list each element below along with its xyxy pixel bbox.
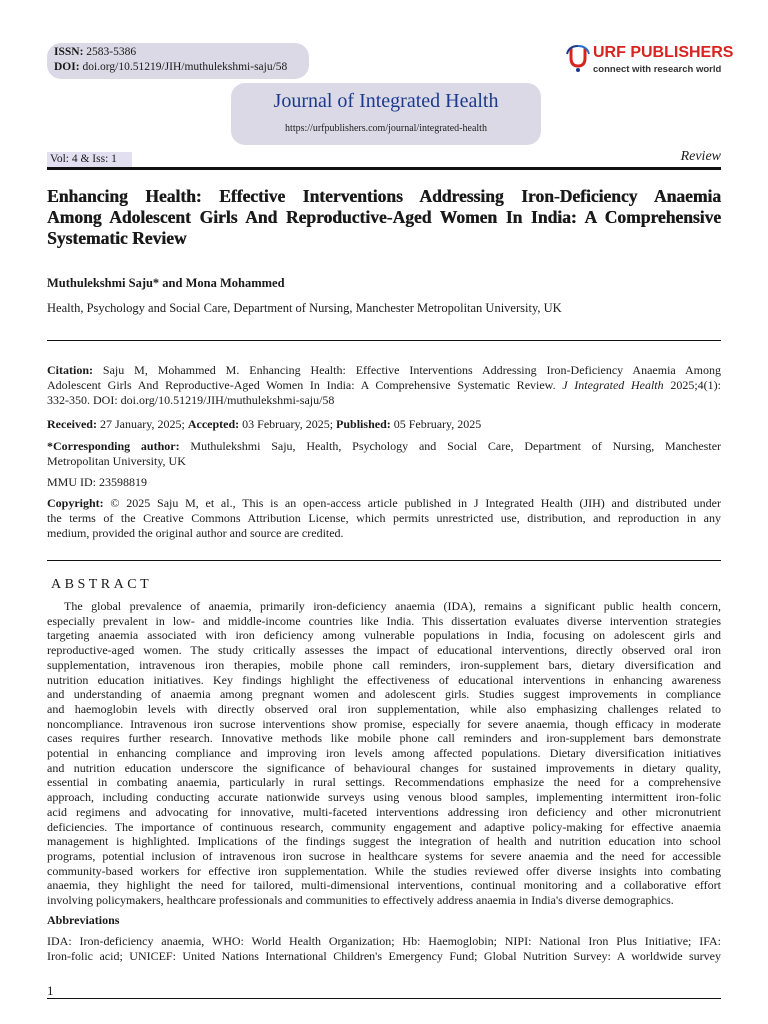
abstract-line: noncompliance. Intravenous iron sucrose interventions show promise, especially for severe anaemia, though efficacy in moderate: [47, 716, 721, 731]
citation-text: Saju M, Mohammed M. Enhancing Health: Effective Interventions Addressing Iron-Deficiency Anaemia Among: [102, 363, 721, 377]
corresponding-line: [47, 439, 721, 454]
doi-label: DOI:: [54, 61, 80, 73]
footer-divider: [47, 998, 721, 999]
citation-line: 332-350. DOI: doi.org/10.51219/JIH/muthulekshmi-saju/58: [47, 393, 335, 407]
article-title: [47, 186, 721, 249]
doi-value[interactable]: doi.org/10.51219/JIH/muthulekshmi-saju/58: [82, 61, 288, 73]
copyright-line: medium, provided the original author and source are credited.: [47, 526, 344, 540]
issn-label: ISSN:: [54, 46, 84, 58]
abstract-line: essential in combating anaemia, particularly in rural settings. Recommendations emphasize the need for a comprehensive: [47, 775, 721, 790]
journal-url[interactable]: https://urfpublishers.com/journal/integrated-health: [285, 123, 487, 134]
accepted-label: Accepted:: [187, 417, 240, 431]
citation-block: [47, 363, 721, 408]
title-line: Among Adolescent Girls And Reproductive-Aged Women In India: A Comprehensive: [47, 207, 721, 227]
dates-line: [47, 417, 721, 432]
affiliation: Health, Psychology and Social Care, Department of Nursing, Manchester Metropolitan University, UK: [47, 301, 562, 315]
abbreviations-heading: Abbreviations: [47, 913, 120, 927]
journal-title: Journal of Integrated Health: [273, 90, 499, 112]
abstract-line: approach, including conducting accurate nationwide surveys using venous blood samples, implementing intermittent iron-folic: [47, 790, 721, 805]
publisher-tagline: connect with research world: [593, 64, 722, 75]
dates-block: [47, 417, 721, 432]
abstract-body: [47, 599, 721, 908]
abstract-line: reproductive-aged women. The study critically assesses the impact of educational interventions, directly observed oral iron: [47, 643, 721, 658]
abstract-line: and haemoglobin levels with directly observed oral iron supplementation, while also emphasizing challenges related to: [47, 701, 721, 716]
corresponding-line: Metropolitan University, UK: [47, 454, 186, 468]
copyright-block: [47, 496, 721, 541]
corresponding-label: *Corresponding author:: [47, 439, 180, 453]
copyright-text: © 2025 Saju M, et al., This is an open-access article published in J Integrated Health (JIH) and distributed under: [103, 496, 721, 510]
published-label: Published:: [336, 417, 391, 431]
abstract-line: and understanding of anaemia among pregnant women and adolescent girls. Studies suggest improvements in compliance: [47, 687, 721, 702]
abstract-line: community-based workers for effective iron supplementation. While the studies reviewed offer diverse insights into combating: [47, 863, 721, 878]
abstract-line: potential in enhancing compliance and improving iron levels among affected populations. Dietary diversification initiatives: [47, 746, 721, 761]
abstract-line: deficiencies. The importance of continuous research, community engagement and adaptive policy-making for effective anaemia: [47, 819, 721, 834]
authors: Muthulekshmi Saju* and Mona Mohammed: [47, 276, 285, 290]
citation-line: [47, 363, 721, 378]
corresponding-text: Muthulekshmi Saju, Health, Psychology and Social Care, Department of Nursing, Manchester: [179, 439, 722, 453]
issn-line: [54, 46, 136, 58]
abbreviations-line: IDA: Iron-deficiency anaemia, WHO: World Health Organization; Hb: Haemoglobin; NIPI: National Iron Plus Initiative; IFA:: [47, 934, 721, 948]
copyright-line: [47, 496, 721, 511]
page-number: 1: [47, 983, 54, 998]
abstract-line: and nutrition education underscore the significance of behavioural changes for sustained improvements in dietary quality,: [47, 760, 721, 775]
doi-line: [54, 61, 287, 73]
citation-label: Citation:: [47, 363, 93, 377]
publisher-logo-icon: [565, 44, 591, 74]
citation-journal: J Integrated Health: [562, 378, 664, 392]
abstract-line: nutrition education initiatives. Key findings highlight the effectiveness of educational interventions in enhancing awareness: [47, 672, 721, 687]
abstract-line: especially prevalent in low- and middle-income countries like India. This dissertation evaluates diverse intervention strategies: [47, 613, 721, 628]
abstract-line: anaemia, they highlight the need for tailored, multi-dimensional interventions, continual monitoring and a collaborative effort: [47, 878, 721, 893]
abbreviations-body: [47, 934, 721, 964]
abstract-line: involving policymakers, healthcare professionals and communities to effectively address anaemia in India's diverse demographics.: [47, 893, 674, 908]
abstract-heading: ABSTRACT: [51, 577, 153, 592]
publisher-name: URF PUBLISHERS: [593, 44, 734, 61]
mmu-id: [47, 475, 721, 490]
abstract-line: acid regimens and advocating for innovative, multi-faceted interventions addressing iron deficiency and other micronutrient: [47, 804, 721, 819]
copyright-line: the terms of the Creative Commons Attribution License, which permits unrestricted use, distribution, and reproduction in any: [47, 511, 721, 525]
abstract-line: cases requires further research. Innovative methods like mobile phone call reminders and iron-supplement bars demonstrate: [47, 731, 721, 746]
abbreviations-line: Iron-folic acid; UNICEF: United Nations International Children's Emergency Fund; Global Nutrition Survey: A worldwide survey: [47, 949, 721, 963]
journal-header-box: [231, 83, 541, 145]
abstract-line: targeting anaemia associated with iron deficiency among vulnerable populations in India, focusing on adolescent girls and: [47, 628, 721, 643]
received-label: Received:: [47, 417, 97, 431]
citation-text: Adolescent Girls And Reproductive-Aged Women In India: A Comprehensive Systematic Review.: [47, 378, 563, 392]
issn-doi-box: [47, 43, 309, 79]
title-line: Enhancing Health: Effective Interventions Addressing Iron-Deficiency Anaemia: [47, 186, 721, 206]
received-value: 27 January, 2025;: [96, 417, 188, 431]
article-type: Review: [680, 149, 721, 164]
divider: [47, 560, 721, 561]
citation-text: 2025;4(1):: [663, 378, 721, 392]
divider: [47, 340, 721, 341]
volume-issue: Vol: 4 & Iss: 1: [47, 152, 132, 167]
abstract-line: supplementation, intravenous iron therapies, mobile phone call reminders, iron-supplement bars, dietary diversification and: [47, 657, 721, 672]
abstract-line: management is highlighted. Implications of the findings suggest the integration of health and nutrition education into school: [47, 834, 721, 849]
corresponding-block: [47, 439, 721, 469]
abstract-line: programs, potential inclusion of intravenous iron sucrose in healthcare systems for severe anaemia and the need for accessible: [47, 848, 721, 863]
published-value: 05 February, 2025: [390, 417, 482, 431]
copyright-label: Copyright:: [47, 496, 104, 510]
publisher-logo: [565, 44, 735, 80]
title-line: Systematic Review: [47, 228, 187, 248]
issn-value: 2583-5386: [86, 46, 137, 58]
accepted-value: 03 February, 2025;: [239, 417, 337, 431]
header-divider: [47, 167, 721, 170]
mmu-id-text: MMU ID: 23598819: [47, 475, 148, 489]
citation-line: [47, 378, 721, 393]
abstract-line: The global prevalence of anaemia, primarily iron-deficiency anaemia (IDA), remains a significant public health concern,: [64, 599, 721, 613]
